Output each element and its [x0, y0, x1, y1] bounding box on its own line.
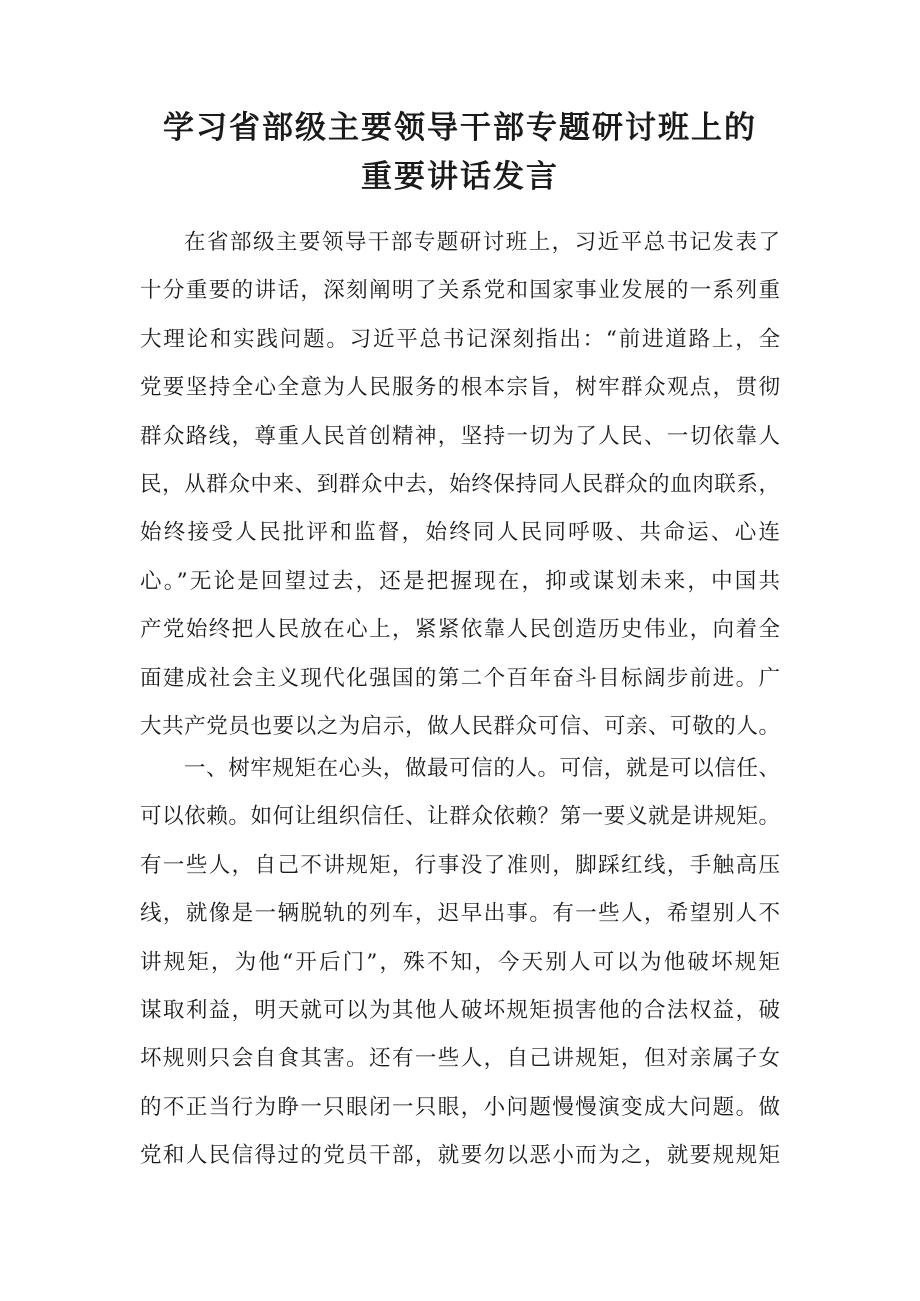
paragraph-intro — [140, 219, 780, 751]
paragraph-line: 一、树牢规矩在心头，做最可信的人。可信，就是可以信任、 — [184, 756, 780, 781]
paragraph-line: 党要坚持全心全意为人民服务的根本宗旨，树牢群众观点，贯彻 — [140, 375, 780, 401]
paragraph-line: 坏规则只会自食其害。还有一些人，自己讲规矩，但对亲属子女 — [140, 1046, 780, 1072]
paragraph-section-one — [140, 745, 780, 1181]
paragraph-line: 在省部级主要领导干部专题研讨班上，习近平总书记发表了 — [184, 230, 780, 255]
paragraph-line: 讲规矩，为他“开后门”，殊不知，今天别人可以为他破坏规矩 — [140, 949, 780, 975]
paragraph-line: 可以依赖。如何让组织信任、让群众依赖？第一要义就是讲规矩。 — [140, 804, 780, 830]
paragraph-line: 党和人民信得过的党员干部，就要勿以恶小而为之，就要规规矩 — [140, 1143, 780, 1169]
paragraph-line: 产党始终把人民放在心上，紧紧依靠人民创造历史伟业，向着全 — [140, 617, 780, 643]
paragraph-line: 始终接受人民批评和监督，始终同人民同呼吸、共命运、心连 — [140, 520, 780, 546]
paragraph-line: 大理论和实践问题。习近平总书记深刻指出：“前进道路上，全 — [140, 326, 780, 352]
paragraph-line: 十分重要的讲话，深刻阐明了关系党和国家事业发展的一系列重 — [140, 278, 780, 304]
paragraph-line: 面建成社会主义现代化强国的第二个百年奋斗目标阔步前进。广 — [140, 665, 780, 691]
document-title-line2: 重要讲话发言 — [361, 159, 559, 195]
paragraph-line: 心。”无论是回望过去，还是把握现在，抑或谋划未来，中国共 — [140, 568, 780, 594]
paragraph-line: 的不正当行为睁一只眼闭一只眼，小问题慢慢演变成大问题。做 — [140, 1094, 780, 1120]
document-title-line1: 学习省部级主要领导干部专题研讨班上的 — [163, 110, 757, 146]
paragraph-line: 有一些人，自己不讲规矩，行事没了准则，脚踩红线，手触高压 — [140, 852, 780, 878]
paragraph-line: 大共产党员也要以之为启示，做人民群众可信、可亲、可敬的人。 — [140, 714, 780, 740]
paragraph-line: 谋取利益，明天就可以为其他人破坏规矩损害他的合法权益，破 — [140, 998, 780, 1024]
paragraph-line: 线，就像是一辆脱轨的列车，迟早出事。有一些人，希望别人不 — [140, 901, 780, 927]
paragraph-line: 民，从群众中来、到群众中去，始终保持同人民群众的血肉联系， — [140, 472, 780, 498]
paragraph-line: 群众路线，尊重人民首创精神，坚持一切为了人民、一切依靠人 — [140, 423, 780, 449]
